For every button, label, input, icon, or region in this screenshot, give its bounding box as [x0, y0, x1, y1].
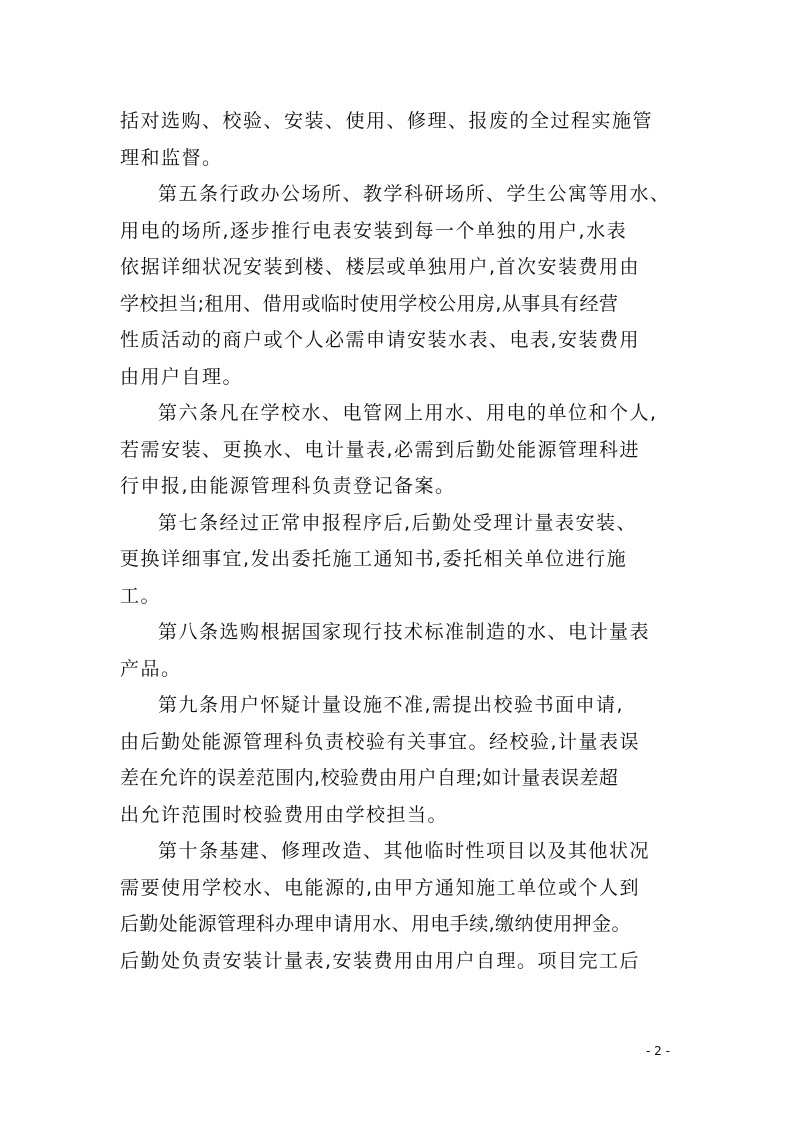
text-line: 更换详细事宜,发出委托施工通知书,委托相关单位进行施 — [120, 548, 628, 570]
article-6-line: 第六条凡在学校水、电管网上用水、用电的单位和个人, — [158, 402, 658, 424]
text-line: 差在允许的误差范围内,校验费由用户自理;如计量表误差超 — [120, 767, 619, 789]
text-line: 需要使用学校水、电能源的,由甲方通知施工单位或个人到 — [120, 876, 641, 899]
text-line: 学校担当;租用、借用或临时使用学校公用房,从事具有经营 — [120, 292, 619, 315]
text-line: 括对选购、校验、安装、使用、修理、报废的全过程实施管 — [120, 110, 654, 132]
article-9-line: 第九条用户怀疑计量设施不准,需提出校验书面申请, — [158, 694, 625, 716]
text-line: 由后勤处能源管理科负责校验有关事宜。经校验,计量表误 — [120, 730, 641, 753]
text-line: 理和监督。 — [120, 146, 223, 169]
article-8-line: 第八条选购根据国家现行技术标准制造的水、电计量表 — [158, 621, 651, 643]
text-line: 依据详细状况安装到楼、楼层或单独用户,首次安装费用由 — [120, 256, 641, 278]
text-line: 行申报,由能源管理科负责登记备案。 — [120, 475, 456, 497]
text-line: 出允许范围时校验费用由学校担当。 — [120, 803, 449, 826]
article-10-line: 第十条基建、修理改造、其他临时性项目以及其他状况 — [158, 840, 651, 862]
text-line: 产品。 — [120, 657, 182, 680]
page-number: - 2 - — [646, 1044, 670, 1058]
text-line: 工。 — [120, 584, 162, 607]
text-line: 若需安装、更换水、电计量表,必需到后勤处能源管理科进 — [120, 438, 641, 461]
text-line: 性质活动的商户或个人必需申请安装水表、电表,安装费用 — [120, 329, 641, 351]
article-7-line: 第七条经过正常申报程序后,后勤处受理计量表安装、 — [158, 511, 638, 534]
text-line: 后勤处能源管理科办理申请用水、用电手续,缴纳使用押金。 — [120, 913, 631, 935]
article-5-line: 第五条行政办公场所、教学科研场所、学生公寓等用水、 — [158, 183, 671, 205]
document-body — [120, 103, 700, 979]
text-line: 后勤处负责安装计量表,安装费用由用户自理。项目完工后 — [120, 949, 641, 972]
text-line: 由用户自理。 — [120, 365, 244, 388]
text-line: 用电的场所,逐步推行电表安装到每一个单独的用户,水表 — [120, 219, 628, 242]
